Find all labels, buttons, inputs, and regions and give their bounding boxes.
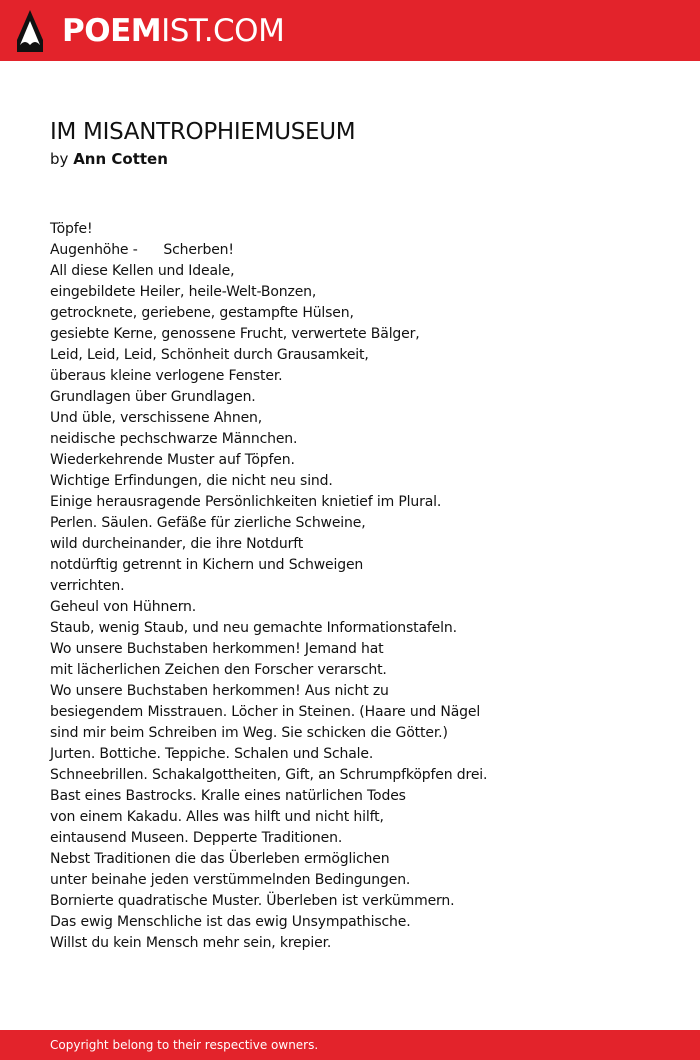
logo-bold-text: POEM [62, 13, 162, 49]
poem-line: eingebildete Heiler, heile-Welt-Bonzen, [50, 284, 317, 300]
poem-line: Töpfe! [50, 221, 93, 237]
poem-line: überaus kleine verlogene Fenster. [50, 368, 283, 384]
poem-line: Und üble, verschissene Ahnen, [50, 410, 263, 426]
poem-body [50, 219, 670, 954]
author-name: Ann Cotten [73, 150, 168, 168]
poem-line: verrichten. [50, 578, 125, 594]
poem-line: Wichtige Erfindungen, die nicht neu sind. [50, 473, 333, 489]
poem-line: All diese Kellen und Ideale, [50, 263, 235, 279]
poem-line: von einem Kakadu. Alles was hilft und nicht hilft, [50, 809, 384, 825]
poem-line: Wiederkehrende Muster auf Töpfen. [50, 452, 295, 468]
poem-line: Einige herausragende Persönlichkeiten knietief im Plural. [50, 494, 442, 510]
by-label: by [50, 150, 69, 168]
poem-line: getrocknete, geriebene, gestampfte Hülsen, [50, 305, 354, 321]
poem-line: wild durcheinander, die ihre Notdurft [50, 536, 304, 552]
poem-line: Leid, Leid, Leid, Schönheit durch Grausamkeit, [50, 347, 369, 363]
poem-line: notdürftig getrennt in Kichern und Schweigen [50, 557, 364, 573]
poem-line: Nebst Traditionen die das Überleben ermöglichen [50, 851, 390, 867]
poem-line: Jurten. Bottiche. Teppiche. Schalen und Schale. [50, 746, 374, 762]
poem-line: Das ewig Menschliche ist das ewig Unsympathische. [50, 914, 411, 930]
poem-line: Schneebrillen. Schakalgottheiten, Gift, an Schrumpfköpfen drei. [50, 767, 488, 783]
poem-line: Bast eines Bastrocks. Kralle eines natürlichen Todes [50, 788, 406, 804]
poem-line: eintausend Museen. Depperte Traditionen. [50, 830, 343, 846]
poem-line: mit lächerlichen Zeichen den Forscher verarscht. [50, 662, 387, 678]
poem-line: Perlen. Säulen. Gefäße für zierliche Schweine, [50, 515, 366, 531]
pencil-icon[interactable] [17, 10, 43, 52]
poem-line: neidische pechschwarze Männchen. [50, 431, 298, 447]
poem-line: unter beinahe jeden verstümmelnden Bedingungen. [50, 872, 411, 888]
poem-line: gesiebte Kerne, genossene Frucht, verwertete Bälger, [50, 326, 420, 342]
poem-line: Wo unsere Buchstaben herkommen! Aus nicht zu [50, 683, 389, 699]
copyright-text: Copyright belong to their respective owners. [50, 1038, 319, 1052]
site-header [0, 0, 700, 61]
poem-title: IM MISANTROPHIEMUSEUM [50, 119, 356, 145]
poem-line: Grundlagen über Grundlagen. [50, 389, 256, 405]
poem-line: Staub, wenig Staub, und neu gemachte Informationstafeln. [50, 620, 457, 636]
poem-line: Geheul von Hühnern. [50, 599, 197, 615]
poem-line: Willst du kein Mensch mehr sein, krepier. [50, 935, 332, 951]
site-footer [0, 1030, 700, 1060]
byline [50, 149, 168, 169]
site-logo[interactable] [62, 12, 284, 50]
poem-line: Augenhöhe - Scherben! [50, 242, 234, 258]
poem-line: Wo unsere Buchstaben herkommen! Jemand hat [50, 641, 384, 657]
logo-light-text: IST.COM [161, 13, 285, 49]
poem-line: sind mir beim Schreiben im Weg. Sie schicken die Götter.) [50, 725, 448, 741]
poem-line: besiegendem Misstrauen. Löcher in Steinen. (Haare und Nägel [50, 704, 481, 720]
poem-line: Bornierte quadratische Muster. Überleben ist verkümmern. [50, 893, 455, 909]
